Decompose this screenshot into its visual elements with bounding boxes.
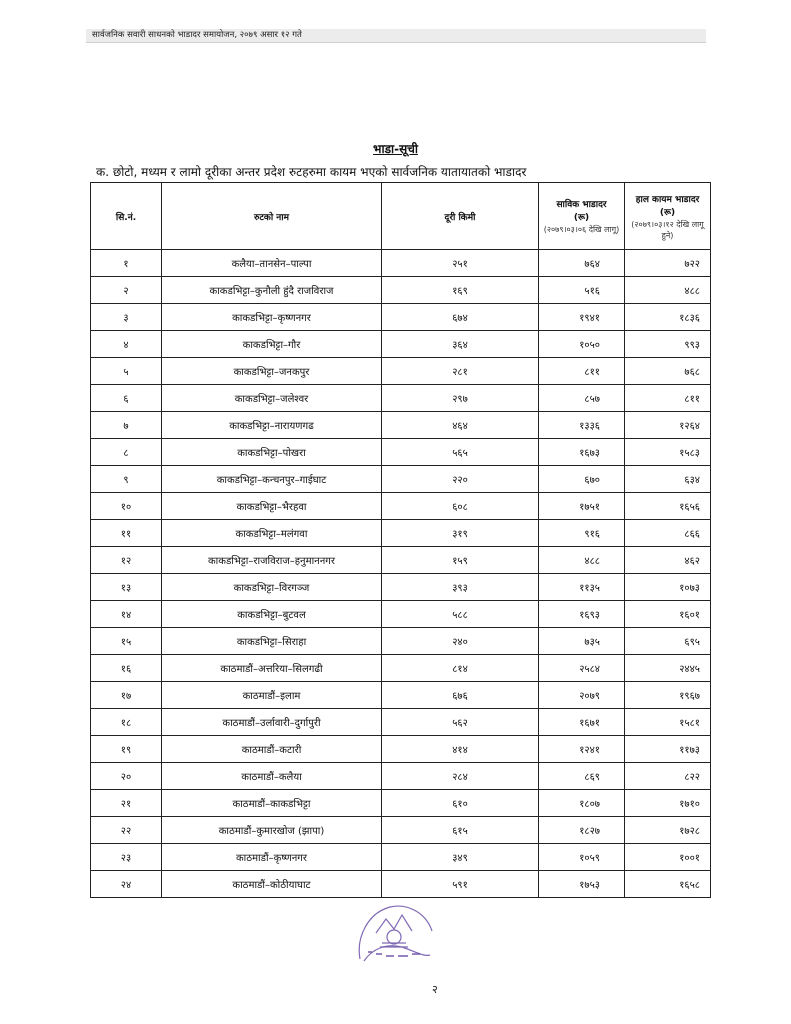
cell-sn: ७ [91, 412, 162, 439]
cell-distance: ४६४ [382, 412, 539, 439]
header-route: रुटको नाम [162, 183, 382, 250]
seal-mark [368, 951, 372, 953]
header-new-fare [625, 183, 711, 250]
cell-old-fare: ८६९ [539, 763, 625, 790]
seal-emblem [387, 930, 401, 944]
seal-mark [376, 953, 382, 955]
fare-table [90, 182, 711, 898]
cell-old-fare: ९१६ [539, 520, 625, 547]
cell-new-fare: १७१० [625, 790, 711, 817]
cell-old-fare: ४८८ [539, 547, 625, 574]
seal-mark [412, 953, 420, 955]
table-row [91, 628, 711, 655]
cell-route: काकडभिट्टा–पोखरा [162, 439, 382, 466]
cell-sn: २ [91, 277, 162, 304]
cell-distance: ३४९ [382, 844, 539, 871]
cell-route: काठमाडौं–कटारी [162, 736, 382, 763]
table-row [91, 547, 711, 574]
cell-sn: १४ [91, 601, 162, 628]
table-body [91, 250, 711, 898]
cell-route: काकडभिट्टा–बुटवल [162, 601, 382, 628]
cell-route: काठमाडौं–उर्लावारी–दुर्गापुरी [162, 709, 382, 736]
cell-route: काकडभिट्टा–कुनौली हुंदै राजविराज [162, 277, 382, 304]
cell-new-fare: ८६६ [625, 520, 711, 547]
cell-route: काकडभिट्टा–कन्चनपुर–गाईघाट [162, 466, 382, 493]
cell-route: काठमाडौं–अत्तरिया–सिलगढी [162, 655, 382, 682]
cell-old-fare: ७३५ [539, 628, 625, 655]
cell-route: काठमाडौं–कुमारखोज (झापा) [162, 817, 382, 844]
header-new-main: हाल कायम भाडादर (रू) [635, 194, 700, 218]
cell-route: काकडभिट्टा–जलेश्वर [162, 385, 382, 412]
cell-sn: ३ [91, 304, 162, 331]
cell-new-fare: ४८८ [625, 277, 711, 304]
table-row [91, 736, 711, 763]
seal-arc-lower [364, 946, 430, 961]
header-old-fare [539, 183, 625, 250]
cell-route: कलैया–तानसेन–पाल्पा [162, 250, 382, 277]
cell-route: काठमाडौं–कृष्णनगर [162, 844, 382, 871]
cell-old-fare: १२४१ [539, 736, 625, 763]
cell-new-fare: १८३६ [625, 304, 711, 331]
cell-new-fare: १५८१ [625, 709, 711, 736]
table-row [91, 412, 711, 439]
cell-sn: ८ [91, 439, 162, 466]
cell-new-fare: ६९५ [625, 628, 711, 655]
cell-route: काकडभिट्टा–राजविराज–हनुमाननगर [162, 547, 382, 574]
cell-sn: १२ [91, 547, 162, 574]
cell-sn: ६ [91, 385, 162, 412]
cell-route: काकडभिट्टा–जनकपुर [162, 358, 382, 385]
cell-sn: १३ [91, 574, 162, 601]
table-row [91, 655, 711, 682]
cell-new-fare: २४४५ [625, 655, 711, 682]
table-row [91, 493, 711, 520]
cell-old-fare: ८११ [539, 358, 625, 385]
cell-distance: ३१९ [382, 520, 539, 547]
cell-sn: १६ [91, 655, 162, 682]
table-row [91, 277, 711, 304]
cell-sn: १७ [91, 682, 162, 709]
table-row [91, 358, 711, 385]
cell-old-fare: १६७३ [539, 439, 625, 466]
cell-new-fare: १९६७ [625, 682, 711, 709]
cell-new-fare: १०७३ [625, 574, 711, 601]
cell-distance: ३९३ [382, 574, 539, 601]
cell-new-fare: ७६८ [625, 358, 711, 385]
table-row [91, 682, 711, 709]
seal-mark [398, 955, 408, 957]
table-row [91, 709, 711, 736]
table-row [91, 574, 711, 601]
cell-new-fare: १६०१ [625, 601, 711, 628]
table-row [91, 763, 711, 790]
table-row [91, 844, 711, 871]
cell-sn: १० [91, 493, 162, 520]
page-number: २ [432, 983, 438, 996]
cell-route: काकडभिट्टा–गौर [162, 331, 382, 358]
cell-old-fare: १०५० [539, 331, 625, 358]
table-row [91, 466, 711, 493]
cell-route: काकडभिट्टा–विरगञ्ज [162, 574, 382, 601]
cell-distance: ३६४ [382, 331, 539, 358]
table-row [91, 601, 711, 628]
cell-distance: २८४ [382, 763, 539, 790]
header-sn: सि.नं. [91, 183, 162, 250]
table-row [91, 439, 711, 466]
cell-old-fare: २५८४ [539, 655, 625, 682]
cell-sn: ११ [91, 520, 162, 547]
cell-distance: २२० [382, 466, 539, 493]
cell-old-fare: ५१६ [539, 277, 625, 304]
cell-distance: २५१ [382, 250, 539, 277]
cell-distance: ६७४ [382, 304, 539, 331]
cell-new-fare: ८११ [625, 385, 711, 412]
cell-route: काकडभिट्टा–नारायणगढ [162, 412, 382, 439]
cell-distance: ५९१ [382, 871, 539, 898]
cell-sn: ९ [91, 466, 162, 493]
cell-distance: ५८८ [382, 601, 539, 628]
cell-new-fare: १७२८ [625, 817, 711, 844]
seal-mark [386, 955, 394, 957]
cell-old-fare: १८०७ [539, 790, 625, 817]
seal-lines [380, 943, 408, 947]
cell-sn: १८ [91, 709, 162, 736]
cell-sn: २२ [91, 817, 162, 844]
cell-new-fare: १००१ [625, 844, 711, 871]
table-row [91, 871, 711, 898]
table-row [91, 304, 711, 331]
cell-new-fare: ८२२ [625, 763, 711, 790]
cell-distance: २९७ [382, 385, 539, 412]
cell-new-fare: ११७३ [625, 736, 711, 763]
cell-distance: ६१० [382, 790, 539, 817]
cell-new-fare: ७२२ [625, 250, 711, 277]
cell-distance: २४० [382, 628, 539, 655]
cell-old-fare: ८५७ [539, 385, 625, 412]
cell-route: काकडभिट्टा–सिराहा [162, 628, 382, 655]
cell-new-fare: ४६२ [625, 547, 711, 574]
cell-sn: २४ [91, 871, 162, 898]
cell-sn: ५ [91, 358, 162, 385]
cell-route: काकडभिट्टा–मलंगवा [162, 520, 382, 547]
cell-distance: १६९ [382, 277, 539, 304]
cell-old-fare: १७५३ [539, 871, 625, 898]
cell-sn: १ [91, 250, 162, 277]
table-header-row [91, 183, 711, 250]
table-row [91, 817, 711, 844]
cell-sn: २३ [91, 844, 162, 871]
cell-route: काठमाडौं–कोठीयाघाट [162, 871, 382, 898]
cell-old-fare: २०७९ [539, 682, 625, 709]
running-header: सार्वजनिक सवारी साधनको भाडादर समायोजन, २०७९ असार १२ गते [92, 30, 302, 40]
cell-new-fare: ६३४ [625, 466, 711, 493]
cell-route: काठमाडौं–काकडभिट्टा [162, 790, 382, 817]
cell-old-fare: १३३६ [539, 412, 625, 439]
cell-old-fare: १६७१ [539, 709, 625, 736]
cell-route: काकडभिट्टा–भैरहवा [162, 493, 382, 520]
cell-new-fare: १६५८ [625, 871, 711, 898]
office-seal [346, 897, 442, 967]
cell-distance: १५९ [382, 547, 539, 574]
cell-new-fare: १५८३ [625, 439, 711, 466]
cell-distance: ५६२ [382, 709, 539, 736]
cell-old-fare: १९४१ [539, 304, 625, 331]
cell-old-fare: ७६४ [539, 250, 625, 277]
table-row [91, 385, 711, 412]
cell-route: काठमाडौं–इलाम [162, 682, 382, 709]
table-row [91, 520, 711, 547]
cell-route: काठमाडौं–कलैया [162, 763, 382, 790]
header-old-unit: (रू) [573, 213, 590, 223]
cell-old-fare: १०५९ [539, 844, 625, 871]
table-row [91, 790, 711, 817]
header-old-main: साविक भाडादर [556, 200, 607, 210]
cell-old-fare: १८२७ [539, 817, 625, 844]
table-subtitle: क. छोटो, मध्यम र लामो दूरीका अन्तर प्रदेश रुटहरुमा कायम भएको सार्वजनिक यातायातको भाडादर [96, 165, 527, 179]
cell-sn: २१ [91, 790, 162, 817]
cell-new-fare: ९९३ [625, 331, 711, 358]
cell-new-fare: १६५६ [625, 493, 711, 520]
cell-sn: २० [91, 763, 162, 790]
cell-distance: ६१५ [382, 817, 539, 844]
header-new-note: (२०७९।०३।१२ देखि लागू हुने) [631, 219, 704, 240]
cell-distance: ८१४ [382, 655, 539, 682]
cell-new-fare: १२६४ [625, 412, 711, 439]
cell-distance: ४१४ [382, 736, 539, 763]
cell-route: काकडभिट्टा–कृष्णनगर [162, 304, 382, 331]
header-old-note: (२०७९।०३।०६ देखि लागू) [543, 225, 620, 234]
cell-old-fare: ६७० [539, 466, 625, 493]
cell-sn: १५ [91, 628, 162, 655]
cell-old-fare: ११३५ [539, 574, 625, 601]
table-row [91, 250, 711, 277]
cell-sn: ४ [91, 331, 162, 358]
table-row [91, 331, 711, 358]
cell-distance: ६०८ [382, 493, 539, 520]
cell-distance: ६७६ [382, 682, 539, 709]
cell-old-fare: १६९३ [539, 601, 625, 628]
section-title: भाडा-सूची [373, 142, 418, 156]
cell-sn: १९ [91, 736, 162, 763]
cell-old-fare: १७५१ [539, 493, 625, 520]
header-distance: दूरी किमी [382, 183, 539, 250]
cell-distance: ५६५ [382, 439, 539, 466]
cell-distance: २८१ [382, 358, 539, 385]
